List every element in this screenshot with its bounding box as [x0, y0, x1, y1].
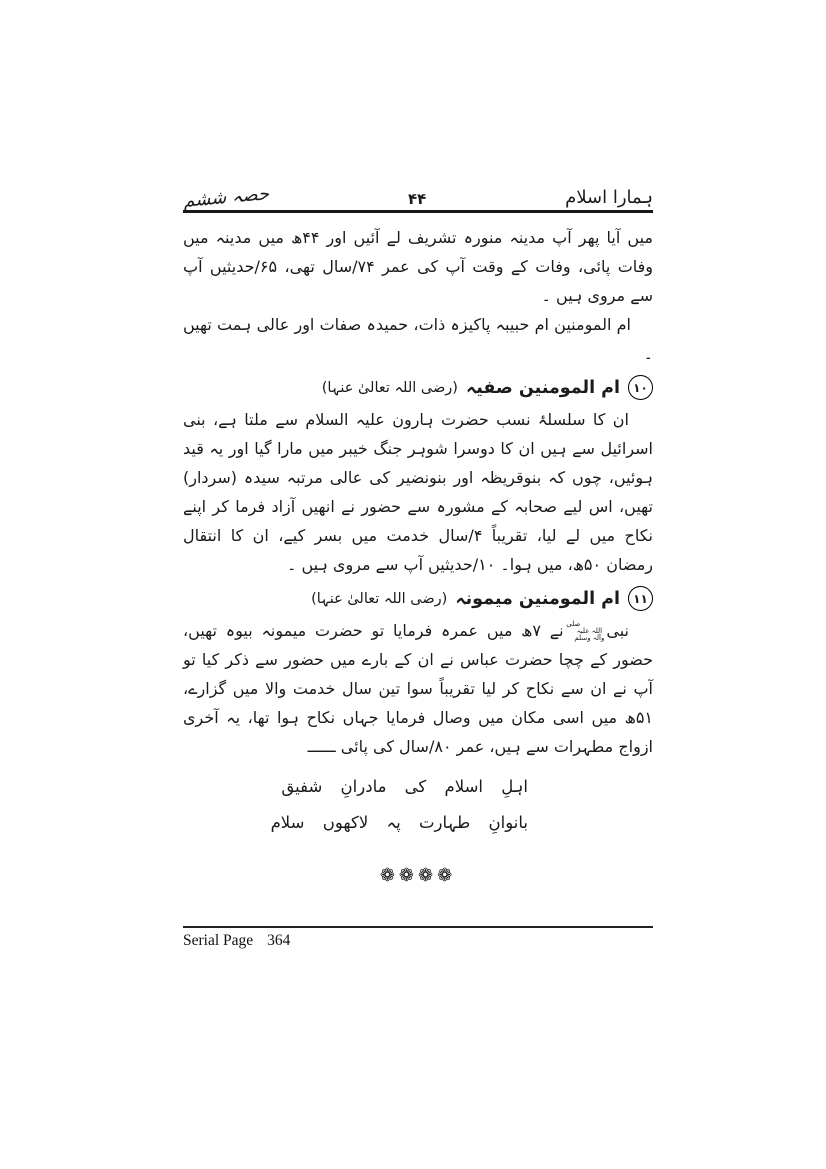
section-number-badge: ۱۱ [628, 586, 653, 611]
salallahu-alaihi-wasallam-mark: صلی اللہ علیہ وآلہ وسلم [566, 620, 605, 642]
section-heading-11 [183, 586, 653, 611]
couplet-line-2: بانوانِ طہارت پہ لاکھوں سلام [270, 813, 528, 832]
section-number-badge: ۱۰ [628, 375, 653, 400]
paragraph-maymuna-body: نے ۷ھ میں عمرہ فرمایا تو حضرت میمونہ بیوہ تھیں، حضور کے چچا حضرت عباس نے ان کے بارے میں حضور سے ذکر کیا تو آپ نے ان سے نکاح کر لیا تقریباً سوا تین سال خدمت والا میں گزارے، ۵۱ھ میں اسی مکان میں وصال فرمایا جہاں نکاح ہوا تھا، یہ آخری ازواج مطہرات سے ہیں، عمر ۸۰/سال کی پائی ــــــ [183, 621, 653, 756]
couplet-line-1: اہلِ اسلام کی مادرانِ شفیق [281, 777, 528, 796]
paragraph-umm-habiba: میں آیا پھر آپ مدینہ منورہ تشریف لے آئیں اور ۴۴ھ میں مدینہ میں وفات پائی، وفات کے وقت آپ کی عمر ۷۴/سال تھی، ۶۵/حدیثیں آپ سے مروی ہیں ۔ [183, 228, 654, 305]
section-heading-10 [183, 375, 653, 400]
part-title: حصہ ششم [182, 183, 270, 212]
paragraph-umm-habiba-note: ام المومنین ام حبیبہ پاکیزہ ذات، حمیدہ صفات اور عالی ہمت تھیں ۔ [183, 315, 653, 363]
paragraph-maymuna [183, 616, 653, 761]
serial-page-label: Serial Page [183, 932, 254, 949]
paragraph-safiyya: ان کا سلسلۂ نسب حضرت ہارون علیہ السلام سے ملتا ہے، بنی اسرائیل سے ہیں ان کا دوسرا شوہر جنگ خیبر میں مارا گیا اور یہ قید ہوئیں، چوں کہ بنوقریظہ اور بنونضیر کی عالی مرتبہ سیدہ (سردار) تھیں، اس لیے صحابہ کے مشورہ سے حضور نے انھیں آزاد فرما کر اپنے نکاح میں لے لیا، تقریباً ۴/سال خدمت میں بسر کیے، ان کا انتقال رمضان ۵۰ھ، میں ہوا۔ ۱۰/حدیثیں آپ سے مروی ہیں ۔ [183, 410, 654, 574]
section-title-suffix: (رضی اللہ تعالیٰ عنہا) [311, 590, 448, 607]
book-title: ہمارا اسلام [565, 187, 653, 208]
paragraph-maymuna-prefix: نبی [606, 621, 629, 640]
serial-page-number: 364 [267, 932, 291, 949]
page-header [183, 172, 653, 213]
section-title: ام المومنین صفیہ [465, 377, 620, 398]
flower-ornament: ❁❁❁❁ [379, 865, 457, 886]
couplet [270, 769, 528, 841]
section-title: ام المومنین میمونہ [455, 588, 620, 609]
page-footer [183, 926, 653, 950]
section-title-suffix: (رضی اللہ تعالیٰ عنہا) [321, 379, 458, 396]
page-number: ۴۴ [408, 190, 427, 208]
